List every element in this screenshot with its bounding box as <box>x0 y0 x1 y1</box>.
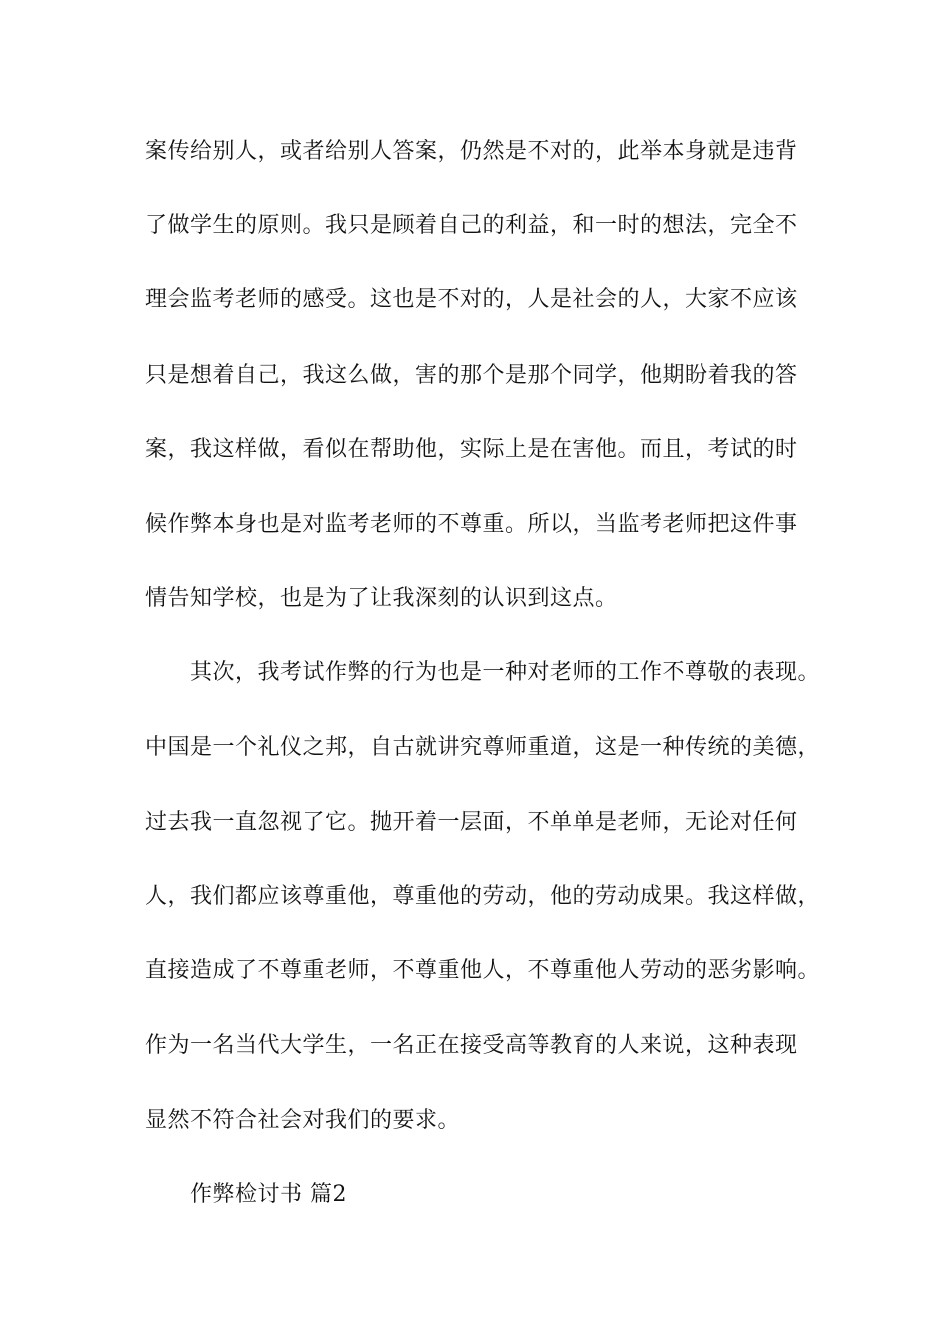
paragraph-line: 作为一名当代大学生，一名正在接受高等教育的人来说，这种表现 <box>145 1033 798 1058</box>
paragraph-line: 过去我一直忽视了它。抛开着一层面，不单单是老师，无论对任何 <box>145 810 798 835</box>
paragraph-line: 情告知学校，也是为了让我深刻的认识到这点。 <box>145 586 618 611</box>
paragraph-line: 直接造成了不尊重老师，不尊重他人，不尊重他人劳动的恶劣影响。 <box>145 958 821 983</box>
paragraph-line: 显然不符合社会对我们的要求。 <box>145 1108 461 1133</box>
paragraph-line: 理会监考老师的感受。这也是不对的，人是社会的人，大家不应该 <box>145 287 798 312</box>
paragraph-line: 案，我这样做，看似在帮助他，实际上是在害他。而且，考试的时 <box>145 437 798 462</box>
paragraph-line: 只是想着自己，我这么做，害的那个是那个同学，他期盼着我的答 <box>145 363 798 388</box>
paragraph-line: 其次，我考试作弊的行为也是一种对老师的工作不尊敬的表现。 <box>190 660 821 685</box>
paragraph-line: 了做学生的原则。我只是顾着自己的利益，和一时的想法，完全不 <box>145 213 798 238</box>
section-heading: 作弊检讨书 篇2 <box>190 1182 347 1207</box>
paragraph-line: 候作弊本身也是对监考老师的不尊重。所以，当监考老师把这件事 <box>145 512 798 537</box>
paragraph-line: 人，我们都应该尊重他，尊重他的劳动，他的劳动成果。我这样做， <box>145 884 821 909</box>
paragraph-line: 案传给别人，或者给别人答案，仍然是不对的，此举本身就是违背 <box>145 139 798 164</box>
paragraph-line: 中国是一个礼仪之邦，自古就讲究尊师重道，这是一种传统的美德， <box>145 735 821 760</box>
